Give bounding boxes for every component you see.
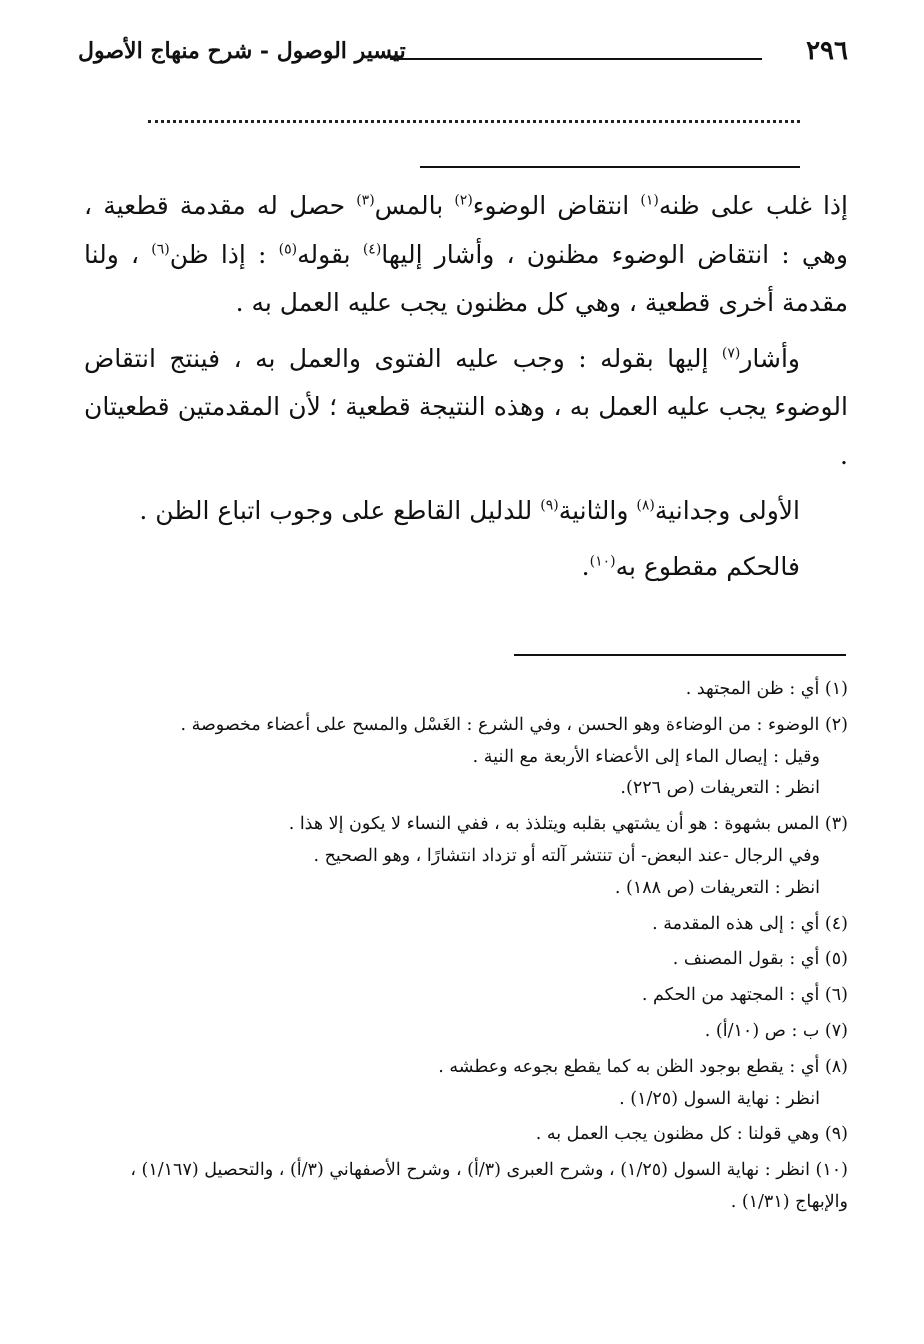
header-rule: [390, 58, 762, 60]
paragraph: [84, 182, 848, 328]
dotted-separator: [148, 120, 800, 123]
footnote-rule: [514, 654, 846, 656]
text-run: بالمس: [374, 191, 455, 220]
footnote-continuation: انظر : نهاية السول (١/٢٥) .: [619, 1088, 820, 1109]
page-header: [78, 36, 848, 76]
main-text: [84, 182, 848, 598]
footnote-ref: (٧): [721, 345, 741, 362]
footnote-line: (١٠) انظر : نهاية السول (١/٢٥) ، وشرح العبرى (٣/أ) ، وشرح الأصفهاني (٣/أ) ، والتحصيل (١/١٦٧) ، والإبهاج (١/٣١) .: [130, 1160, 848, 1212]
running-title: تيسير الوصول - شرح منهاج الأصول: [78, 38, 406, 64]
footnote-ref: (٦): [151, 241, 170, 258]
text-run: انتقاض الوضوء: [472, 191, 641, 220]
footnote-continuation: انظر : التعريفات (ص ١٨٨) .: [614, 877, 820, 898]
footnote-ref: (٩): [540, 497, 559, 514]
footnote: [82, 1119, 848, 1151]
footnote-line: (١) أي : ظن المجتهد .: [685, 679, 848, 699]
text-run: إليها بقوله : وجب عليه الفتوى والعمل به ، فينتج انتقاض الوضوء يجب عليه العمل به ، وهذه النتيجة قطعية ؛ لأن المقدمتين قطعيتان .: [84, 343, 848, 470]
footnote-line: (٦) أي : المجتهد من الحكم .: [641, 985, 848, 1006]
text-run: ، ولنا مقدمة أخرى قطعية ، وهي كل مظنون يجب عليه العمل به .: [84, 239, 848, 317]
text-run: وأشار: [740, 343, 800, 373]
text-run: والثانية: [558, 496, 637, 525]
footnote-ref: (١): [640, 192, 659, 209]
footnote-line: (٩) وهي قولنا : كل مظنون يجب العمل به .: [535, 1124, 848, 1145]
text-run: بقوله: [297, 239, 363, 269]
text-run: الأولى وجدانية: [654, 496, 800, 525]
footnote: [82, 1052, 848, 1116]
paragraph: [84, 543, 848, 592]
text-run: إذا غلب على ظنه: [658, 191, 848, 220]
footnote: [82, 944, 848, 976]
text-run: حصل له مقدمة قطعية ، وهي : انتقاض الوضوء مظنون ، وأشار إليها: [84, 191, 848, 269]
section-rule: [420, 166, 800, 168]
footnote-continuation: وقيل : إيصال الماء إلى الأعضاء الأربعة مع النية .: [472, 746, 820, 767]
text-run: للدليل القاطع على وجوب اتباع الظن .: [139, 496, 541, 525]
footnote-ref: (٣): [356, 192, 375, 209]
footnote-ref: (٨): [636, 497, 655, 514]
footnote-ref: (٥): [278, 241, 298, 258]
text-run: .: [581, 551, 590, 581]
page-number: ٢٩٦: [806, 36, 848, 66]
footnote: [82, 980, 848, 1012]
paragraph: [84, 335, 848, 481]
footnote-line: (٢) الوضوء : من الوضاءة وهو الحسن ، وفي الشرع : الغَسْل والمسح على أعضاء مخصوصة .: [180, 714, 848, 735]
footnote: [82, 809, 848, 904]
text-run: : إذا ظن: [169, 239, 279, 269]
footnote: [82, 1016, 848, 1048]
footnote-line: (٨) أي : يقطع بوجود الظن به كما يقطع بجوعه وعطشه .: [438, 1056, 848, 1077]
footnote-continuation: وفي الرجال -عند البعض- أن تنتشر آلته أو تزداد انتشارًا ، وهو الصحيح .: [313, 845, 820, 866]
footnote-line: (٥) أي : بقول المصنف .: [672, 949, 848, 970]
footnote-line: (٧) ب : ص (١٠/أ) .: [704, 1020, 848, 1041]
footnote-ref: (١٠): [589, 553, 616, 570]
footnote-continuation: انظر : التعريفات (ص ٢٢٦).: [620, 778, 820, 799]
footnote-line: (٤) أي : إلى هذه المقدمة .: [652, 913, 848, 934]
footnote: [82, 1155, 848, 1219]
footnote: [82, 909, 848, 941]
footnote: [82, 710, 848, 805]
text-run: فالحكم مقطوع به: [615, 551, 800, 581]
footnotes: [82, 674, 848, 1219]
footnote-ref: (٤): [362, 241, 382, 258]
footnote-ref: (٢): [454, 192, 473, 209]
paragraph: [84, 487, 848, 536]
footnote-line: (٣) المس بشهوة : هو أن يشتهي بقلبه ويتلذذ به ، ففي النساء لا يكون إلا هذا .: [288, 814, 848, 835]
footnote: [82, 674, 848, 706]
